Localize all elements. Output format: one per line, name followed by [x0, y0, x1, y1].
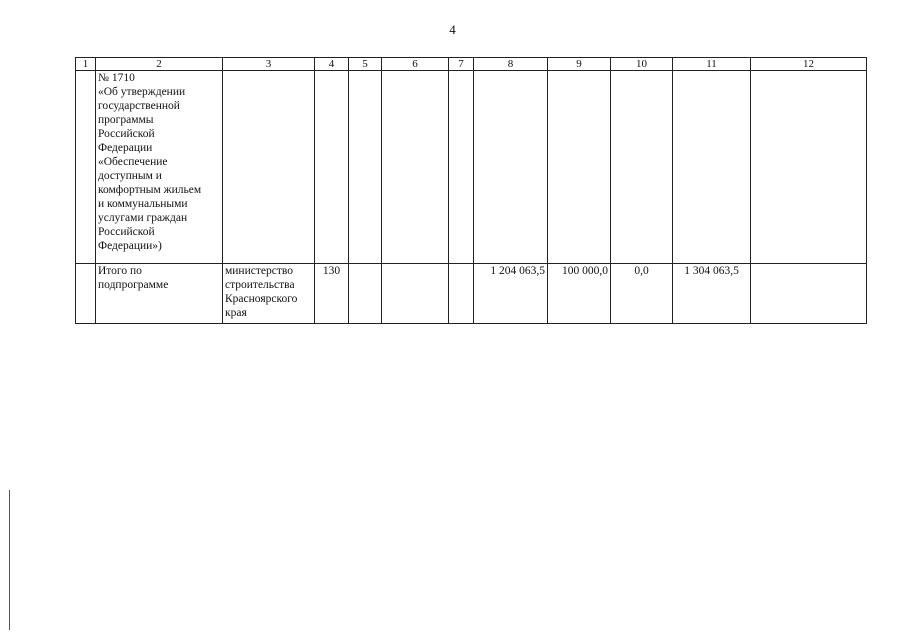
cell-empty: [449, 71, 474, 264]
cell-empty: [474, 71, 548, 264]
header-cell-10: 10: [611, 58, 673, 71]
header-cell-5: 5: [349, 58, 382, 71]
header-cell-2: 2: [96, 58, 223, 71]
cell-empty: [673, 71, 751, 264]
header-cell-3: 3: [223, 58, 315, 71]
header-cell-1: 1: [76, 58, 96, 71]
table-row: [76, 71, 867, 264]
cell-empty: [611, 71, 673, 264]
cell-empty: [548, 71, 611, 264]
cell-empty: [223, 71, 315, 264]
header-cell-7: 7: [449, 58, 474, 71]
cell-empty: [382, 264, 449, 324]
value-col8-cell: 1 204 063,5: [474, 264, 548, 324]
value-col11-cell: 1 304 063,5: [673, 264, 751, 324]
cell-empty: [382, 71, 449, 264]
header-cell-12: 12: [751, 58, 867, 71]
cell-empty: [76, 71, 96, 264]
budget-table: [75, 57, 867, 324]
header-cell-11: 11: [673, 58, 751, 71]
header-row: [76, 58, 867, 71]
cell-empty: [76, 264, 96, 324]
ministry-cell: министерство строительства Красноярского края: [223, 264, 315, 324]
header-cell-9: 9: [548, 58, 611, 71]
cell-empty: [751, 71, 867, 264]
cell-empty: [349, 264, 382, 324]
value-col9-cell: 100 000,0: [548, 264, 611, 324]
header-cell-6: 6: [382, 58, 449, 71]
total-label-cell: Итого по подпрограмме: [96, 264, 223, 324]
header-cell-8: 8: [474, 58, 548, 71]
page-number: 4: [449, 22, 456, 37]
scan-edge-line: [9, 490, 10, 630]
value-col10-cell: 0,0: [611, 264, 673, 324]
cell-empty: [751, 264, 867, 324]
cell-empty: [349, 71, 382, 264]
header-cell-4: 4: [315, 58, 349, 71]
cell-empty: [315, 71, 349, 264]
cell-empty: [449, 264, 474, 324]
table-row-total: [76, 264, 867, 324]
program-description-cell: № 1710 «Об утверждении государственной программы Российской Федерации «Обеспечение доступным и комфортным жильем и коммунальными услугами граждан Российской Федерации»): [96, 71, 223, 264]
code-cell: 130: [315, 264, 349, 324]
